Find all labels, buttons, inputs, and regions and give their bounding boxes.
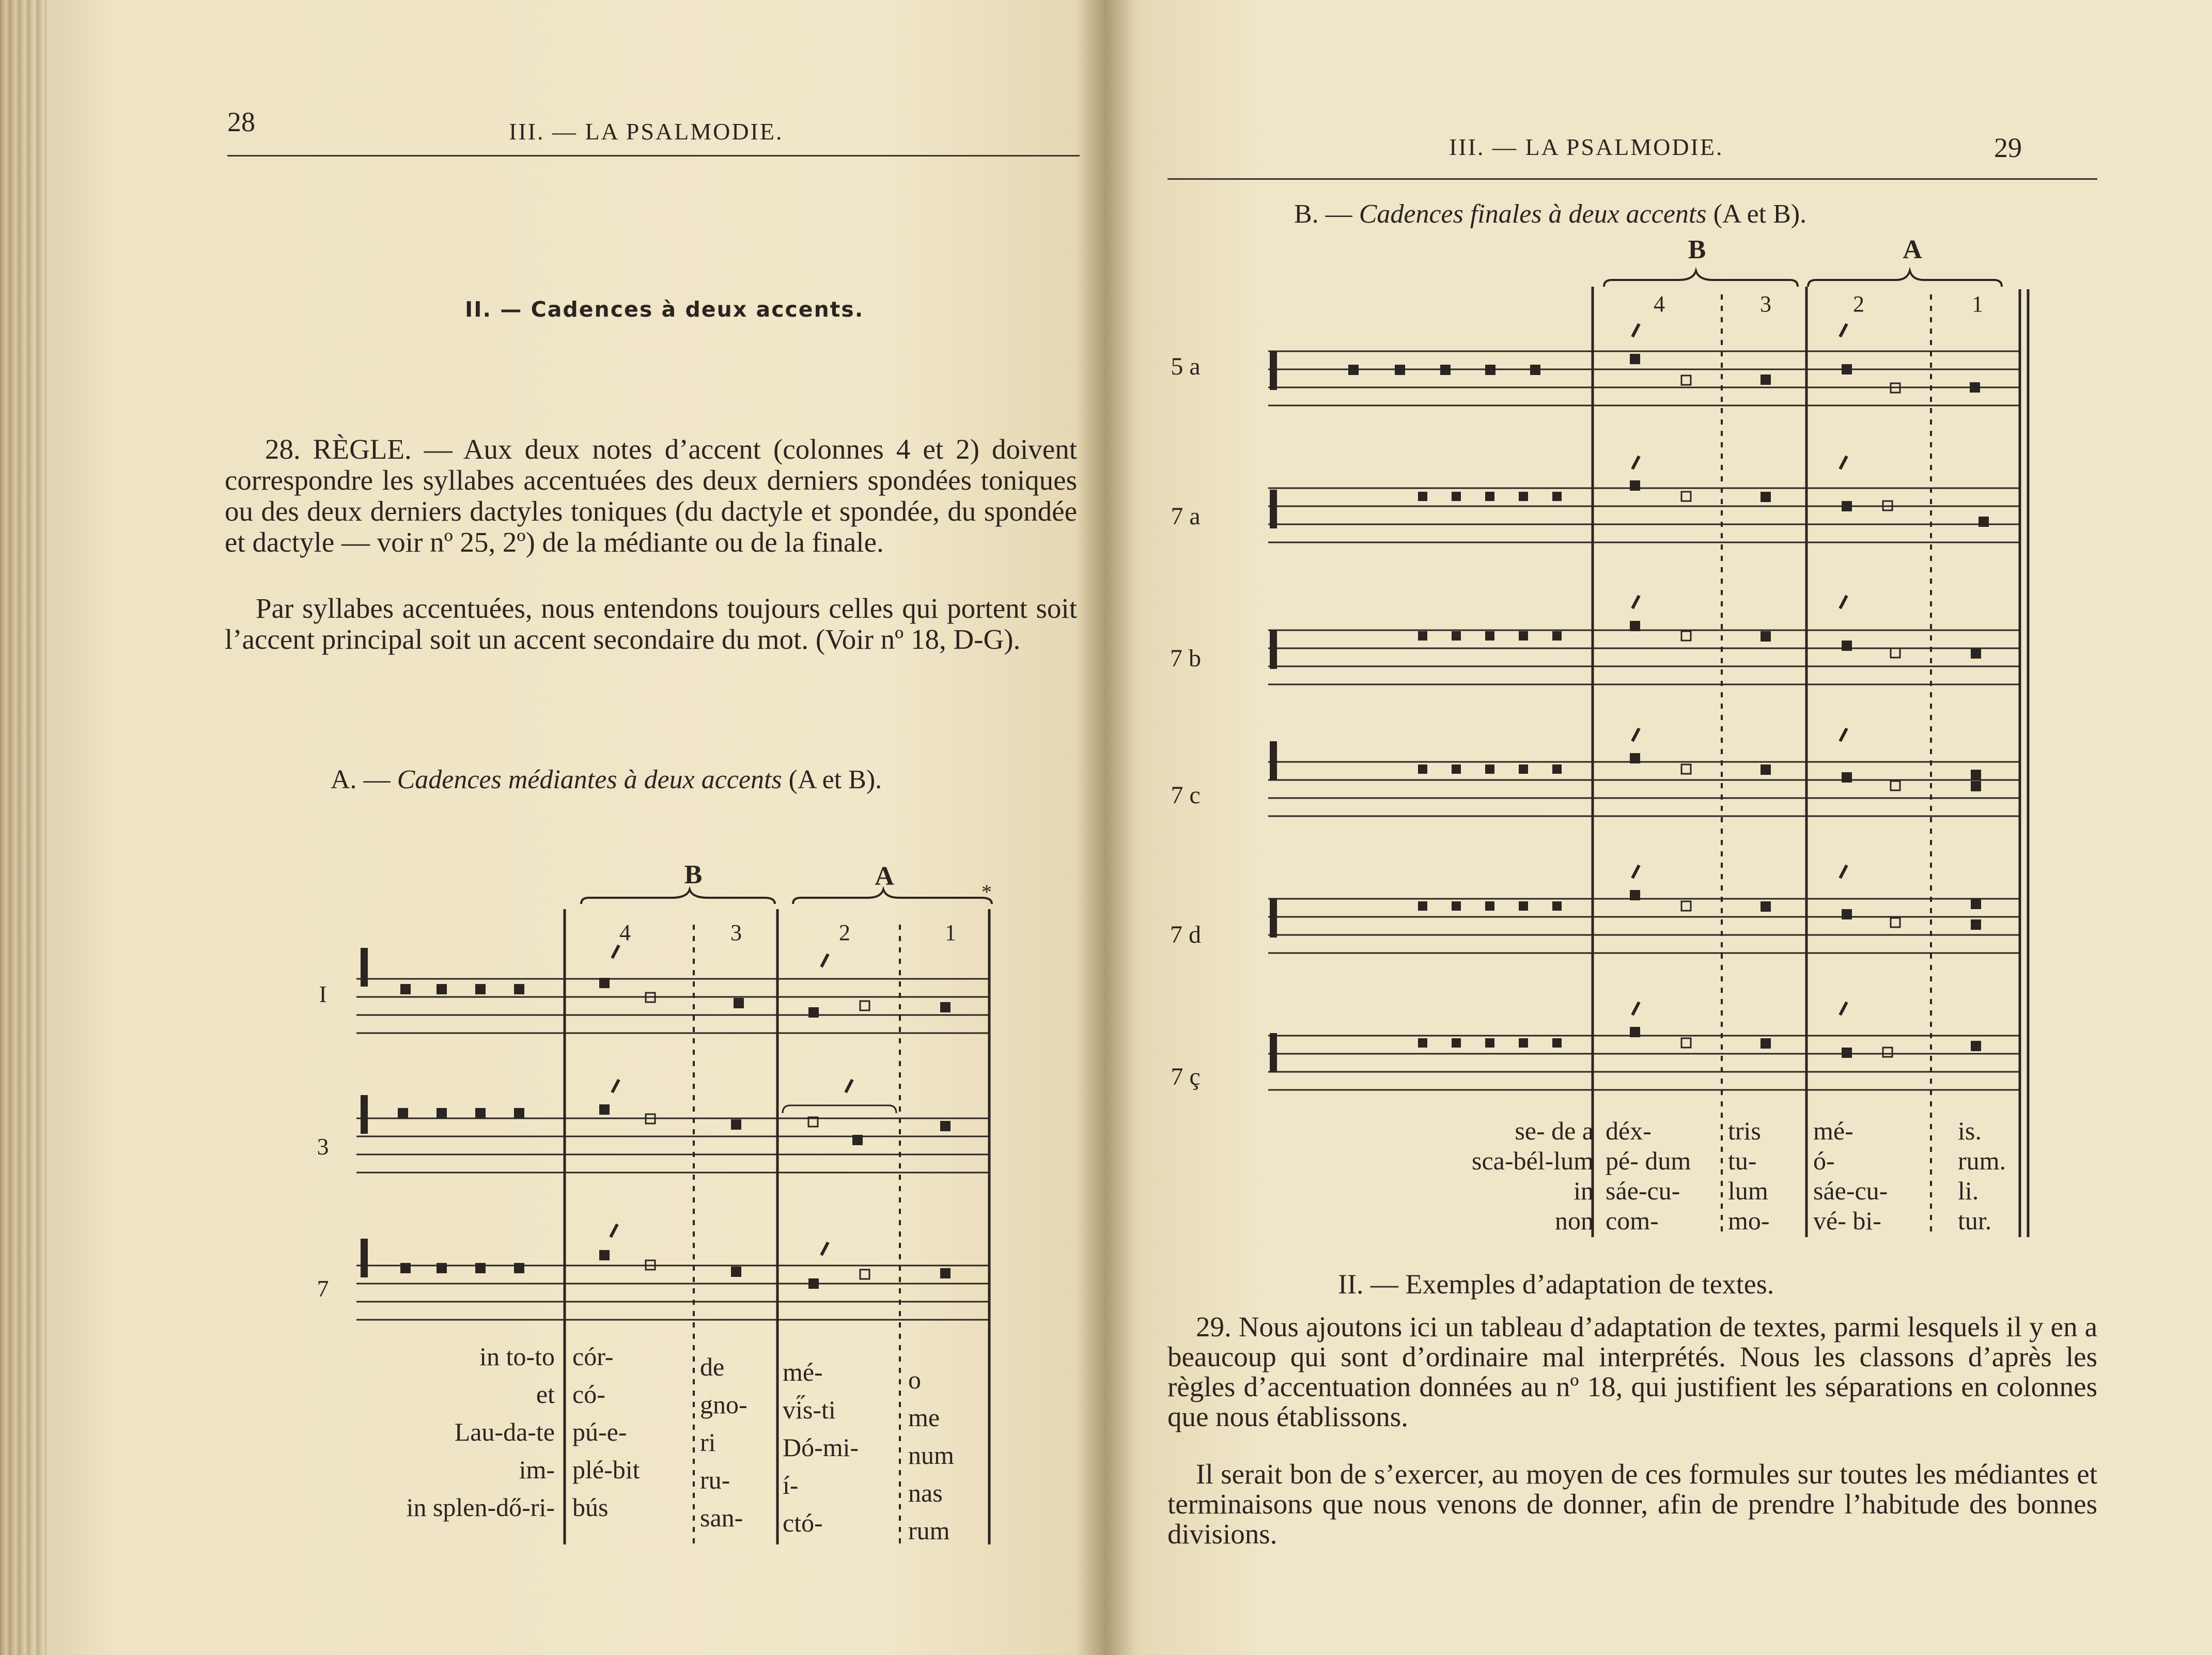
caption-left-title: Cadences médiantes à deux accents — [397, 765, 782, 794]
col-1-label: 1 — [1972, 291, 1983, 317]
staff-row-1 — [319, 945, 989, 1033]
lyrics-col1-right — [1958, 1116, 2006, 1236]
lyric: in splen-dő-ri- — [406, 1493, 555, 1522]
asterisk: * — [982, 880, 992, 903]
lyric: pú-e- — [572, 1417, 627, 1446]
lyric: im- — [519, 1455, 555, 1484]
row-label-5a: 5 a — [1171, 353, 1201, 380]
lyric: í- — [783, 1471, 799, 1500]
clef-icon — [1270, 741, 1277, 780]
group-b-label: B — [1688, 235, 1706, 264]
lyric: mé- — [1813, 1116, 1853, 1145]
staff-lines — [356, 1266, 989, 1320]
col-2-label: 2 — [839, 920, 850, 945]
lyric: com- — [1606, 1206, 1659, 1235]
lyric: rum — [908, 1516, 950, 1545]
row-label-7c: 7 c — [1171, 782, 1201, 809]
lyrics-col2-left — [783, 1353, 859, 1542]
caption-right-tail: (A et B). — [1713, 199, 1807, 229]
col-2-label: 2 — [1853, 291, 1864, 317]
lyric: et — [536, 1380, 555, 1409]
rule-title: 28. RÈGLE. — [265, 433, 412, 465]
clef-icon — [1270, 351, 1277, 390]
book-gutter — [1077, 0, 1134, 1655]
clef-icon — [1270, 490, 1277, 528]
col-4-label: 4 — [1654, 291, 1665, 317]
lyric: lum — [1728, 1176, 1768, 1205]
lyric: tur. — [1958, 1206, 1992, 1235]
cadence-table-finale — [1105, 227, 2212, 1260]
caption-left-tail: (A et B). — [788, 765, 882, 794]
section-heading-left: II. — Cadences à deux accents. — [465, 297, 864, 322]
header-rule-right — [1167, 178, 2097, 180]
adaptation-paragraph: 29. Nous ajoutons ici un tableau d’adaptation de textes, parmi lesquels il y en a beaucoup qui sont d’ordinaire mal interprétés. Nous les classons d’après les règles d’accentuation données au nº 18, qui justifient les séparations en colonnes que nous établissons. — [1167, 1311, 2097, 1432]
lyric: se- de a — [1515, 1116, 1594, 1145]
col-3-label: 3 — [1760, 291, 1771, 317]
staff-row-7c-cedilla — [1171, 1002, 2020, 1090]
accent-marks — [612, 1080, 852, 1092]
lyric: bús — [572, 1493, 609, 1522]
lyric: in to-to — [479, 1342, 555, 1371]
lyric: non — [1555, 1206, 1594, 1235]
rule-paragraph: 28. RÈGLE. — Aux deux notes d’accent (colonnes 4 et 2) doivent correspondre les syllabes accentuées des deux derniers spondées toniques ou des deux derniers dactyles toniques (du dactyle et spondée, du spondée et dactyle — voir nº 25, 2º) de la médiante ou de la finale. — [225, 433, 1077, 558]
caption-right-label: B. — — [1294, 199, 1352, 229]
lyric: nas — [908, 1478, 943, 1507]
rule-text: Aux deux notes d’accent (colonnes 4 et 2) doivent correspondre les syllabes accentuées des deux derniers spondées toniques ou des deux derniers dactyles toniques (du dactyle et spondée, du spondée et dactyle — voir nº 25, 2º) de la médiante ou de la finale. — [225, 433, 1077, 558]
col-4-label: 4 — [619, 920, 631, 945]
group-b-label: B — [684, 860, 703, 889]
lyric: pé- dum — [1606, 1146, 1691, 1175]
caption-left — [331, 764, 882, 795]
clef-icon — [361, 1095, 368, 1134]
lyric: rum. — [1958, 1146, 2006, 1175]
lyric: vi̋s-ti — [783, 1395, 836, 1424]
staff-row-7a — [1171, 456, 2020, 542]
lyric: num — [908, 1441, 954, 1470]
lyric: có- — [572, 1380, 605, 1409]
brackets-right — [1604, 271, 2002, 287]
lyric: vé- bi- — [1813, 1206, 1881, 1235]
lyrics-col3-right — [1728, 1116, 1770, 1236]
lyric: mé- — [783, 1357, 823, 1386]
clef-icon — [361, 948, 368, 987]
hollow-notes — [646, 1260, 869, 1279]
lyric: li. — [1958, 1176, 1979, 1205]
col-1-label: 1 — [945, 920, 956, 945]
page-number-right: 29 — [1994, 132, 2022, 163]
group-a-label: A — [875, 862, 894, 891]
lyric: is. — [1958, 1116, 1982, 1145]
ligature-bracket — [783, 1105, 896, 1113]
caption-right — [1294, 199, 1806, 229]
lyric: ru- — [700, 1465, 730, 1494]
section-heading-right: II. — Exemples d’adaptation de textes. — [1338, 1269, 1774, 1300]
staff-lines — [356, 1118, 989, 1173]
caption-right-title: Cadences finales à deux accents — [1359, 199, 1707, 229]
staff-row-7b — [1170, 596, 2020, 684]
clef-icon — [361, 1239, 368, 1277]
hollow-notes — [646, 993, 869, 1010]
lyric: gno- — [700, 1390, 747, 1419]
running-head-left: III. — LA PSALMODIE. — [509, 118, 784, 145]
lyric: ó- — [1813, 1146, 1835, 1175]
row-label-3: 3 — [317, 1133, 329, 1160]
header-rule-left — [227, 155, 1080, 157]
running-head-right: III. — LA PSALMODIE. — [1449, 134, 1724, 160]
clef-icon — [1270, 630, 1277, 669]
lyrics-col4-left — [572, 1338, 640, 1526]
lyric: cór- — [572, 1342, 614, 1371]
row-label-7c-cedilla: 7 ç — [1171, 1063, 1201, 1090]
lyrics-col1-left — [908, 1361, 954, 1550]
lyric: san- — [700, 1503, 743, 1532]
lyric: Dó-mi- — [783, 1433, 859, 1462]
lyric: déx- — [1606, 1116, 1652, 1145]
row-label-7: 7 — [317, 1275, 329, 1302]
lyrics-lead-left — [407, 1338, 555, 1526]
staff-row-3 — [317, 1080, 990, 1173]
staff-row-7d — [1170, 865, 2020, 953]
left-page — [0, 0, 1105, 1655]
lyric: ri — [700, 1428, 716, 1457]
row-label-7b: 7 b — [1170, 645, 1201, 672]
lyrics-col2-right — [1813, 1116, 1888, 1236]
row-label-1: I — [319, 981, 327, 1007]
lyric: me — [908, 1403, 940, 1432]
lyric: mo- — [1728, 1206, 1770, 1235]
group-a-label: A — [1903, 235, 1922, 264]
row-label-7a: 7 a — [1171, 503, 1201, 530]
lyric: plé-bit — [572, 1455, 640, 1484]
staff-lines — [356, 979, 989, 1033]
right-page — [1105, 0, 2212, 1655]
page-number-left: 28 — [227, 106, 255, 137]
staff-row-7 — [317, 1224, 990, 1320]
lyric: sca-bél-lum — [1471, 1146, 1594, 1175]
accent-marks — [612, 945, 828, 967]
lyrics-lead-right — [1472, 1116, 1594, 1236]
brackets-left — [581, 889, 992, 904]
lyric: sáe-cu- — [1606, 1176, 1680, 1205]
staff-row-7c — [1171, 728, 2020, 816]
note-row — [398, 1104, 951, 1145]
col-3-label: 3 — [730, 920, 742, 945]
staff-row-5a — [1171, 324, 2020, 405]
lyric: o — [908, 1365, 921, 1394]
clef-icon — [1270, 899, 1277, 938]
lyrics-col4-right — [1606, 1116, 1691, 1236]
exercise-paragraph: Il serait bon de s’exercer, au moyen de ces formules sur toutes les médiantes et terminaisons que nous venons de donner, afin de prendre l’habitude des bonnes divisions. — [1167, 1458, 2097, 1550]
accent-marks — [611, 1224, 828, 1255]
row-label-7d: 7 d — [1170, 921, 1201, 948]
lyrics-col3-left — [700, 1348, 747, 1537]
accent-paragraph: Par syllabes accentuées, nous entendons toujours celles qui portent soit l’accent principal soit un accent secondaire du mot. (Voir nº 18, D-G). — [225, 592, 1077, 655]
lyric: tris — [1728, 1116, 1761, 1145]
lyric: de — [700, 1352, 725, 1381]
lyric: ctó- — [783, 1508, 823, 1537]
caption-left-label: A. — — [331, 765, 391, 794]
clef-icon — [1270, 1033, 1277, 1072]
lyric: sáe-cu- — [1813, 1176, 1888, 1205]
lyric: tu- — [1728, 1146, 1757, 1175]
lyric: in — [1574, 1176, 1594, 1205]
lyric: Lau-da-te — [454, 1417, 555, 1446]
